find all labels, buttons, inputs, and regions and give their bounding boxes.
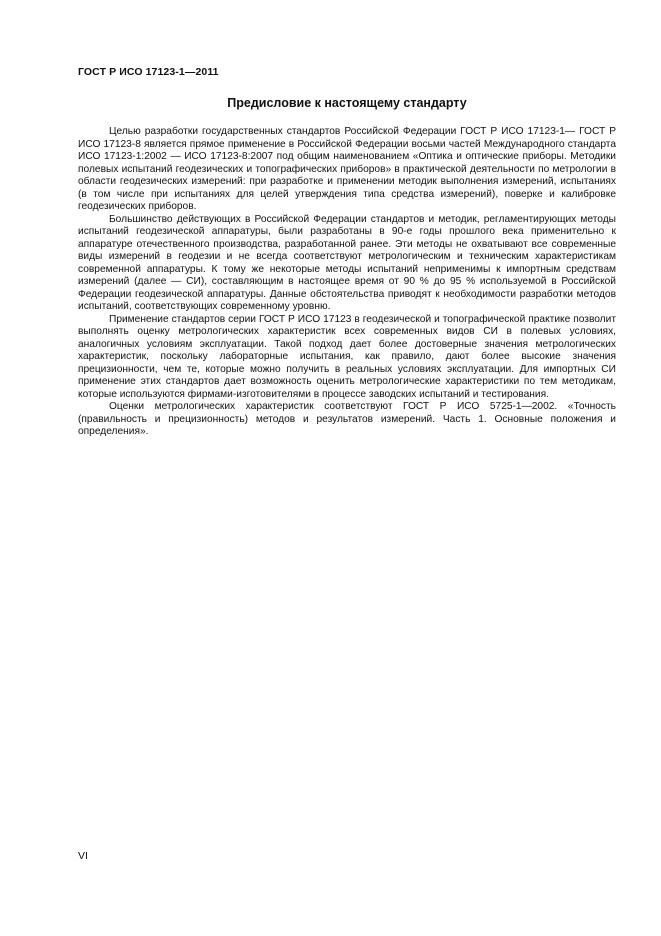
- page-number: VI: [78, 850, 88, 862]
- paragraph-2: Большинство действующих в Российской Федерации стандартов и методик, регламентирующих методы испытаний геодезической аппаратуры, были разработаны в 90-е годы прошлого века применительно к аппаратуре отечественного производства, разработанной ранее. Эти методы не охватывают все современные виды измерений в геодезии и не всегда соответствуют метрологическим и техническим характеристикам современной аппаратуры. К тому же некоторые методы испытаний неприменимы к импортным средствам измерений (далее — СИ), составляющим в настоящее время от 90 % до 95 % используемой в Российской Федерации геодезической аппаратуры. Данные обстоятельства приводят к необходимости разработки методов испытаний, соответствующих современному уровню.: [78, 213, 616, 312]
- document-header: ГОСТ Р ИСО 17123-1—2011: [78, 66, 219, 78]
- body-text: [78, 126, 616, 439]
- paragraph-1: Целью разработки государственных стандартов Российской Федерации ГОСТ Р ИСО 17123-1— ГОСТ Р ИСО 17123-8 является прямое применение в Российской Федерации восьми частей Международного стандарта ИСО 17123-1:2002 — ИСО 17123-8:2007 под общим наименованием «Оптика и оптические приборы. Методики полевых испытаний геодезических и топографических приборов» в практической деятельности по метрологии в области геодезических измерений: при разработке и применении методик выполнения измерений, испытаниях (в том числе при испытаниях для целей утверждения типа средства измерений), поверке и калибровке геодезических приборов.: [78, 126, 616, 212]
- page-title: Предисловие к настоящему стандарту: [227, 96, 467, 110]
- paragraph-4: Оценки метрологических характеристик соответствуют ГОСТ Р ИСО 5725-1—2002. «Точность (правильность и прецизионность) методов и результатов измерений. Часть 1. Основные положения и определения».: [78, 401, 616, 437]
- paragraph-3: Применение стандартов серии ГОСТ Р ИСО 17123 в геодезической и топографической практике позволит выполнять оценку метрологических характеристик всех современных видов СИ в полевых условиях, аналогичных условиям эксплуатации. Такой подход дает более достоверные значения метрологических характеристик, поскольку лабораторные испытания, как правило, дают более высокие значения прецизионности, чем те, которые можно получить в реальных условиях эксплуатации. Для импортных СИ применение этих стандартов дает возможность оценить метрологические характеристики по тем методикам, которые используются фирмами-изготовителями в процессе заводских испытаний и тестирования.: [78, 313, 616, 400]
